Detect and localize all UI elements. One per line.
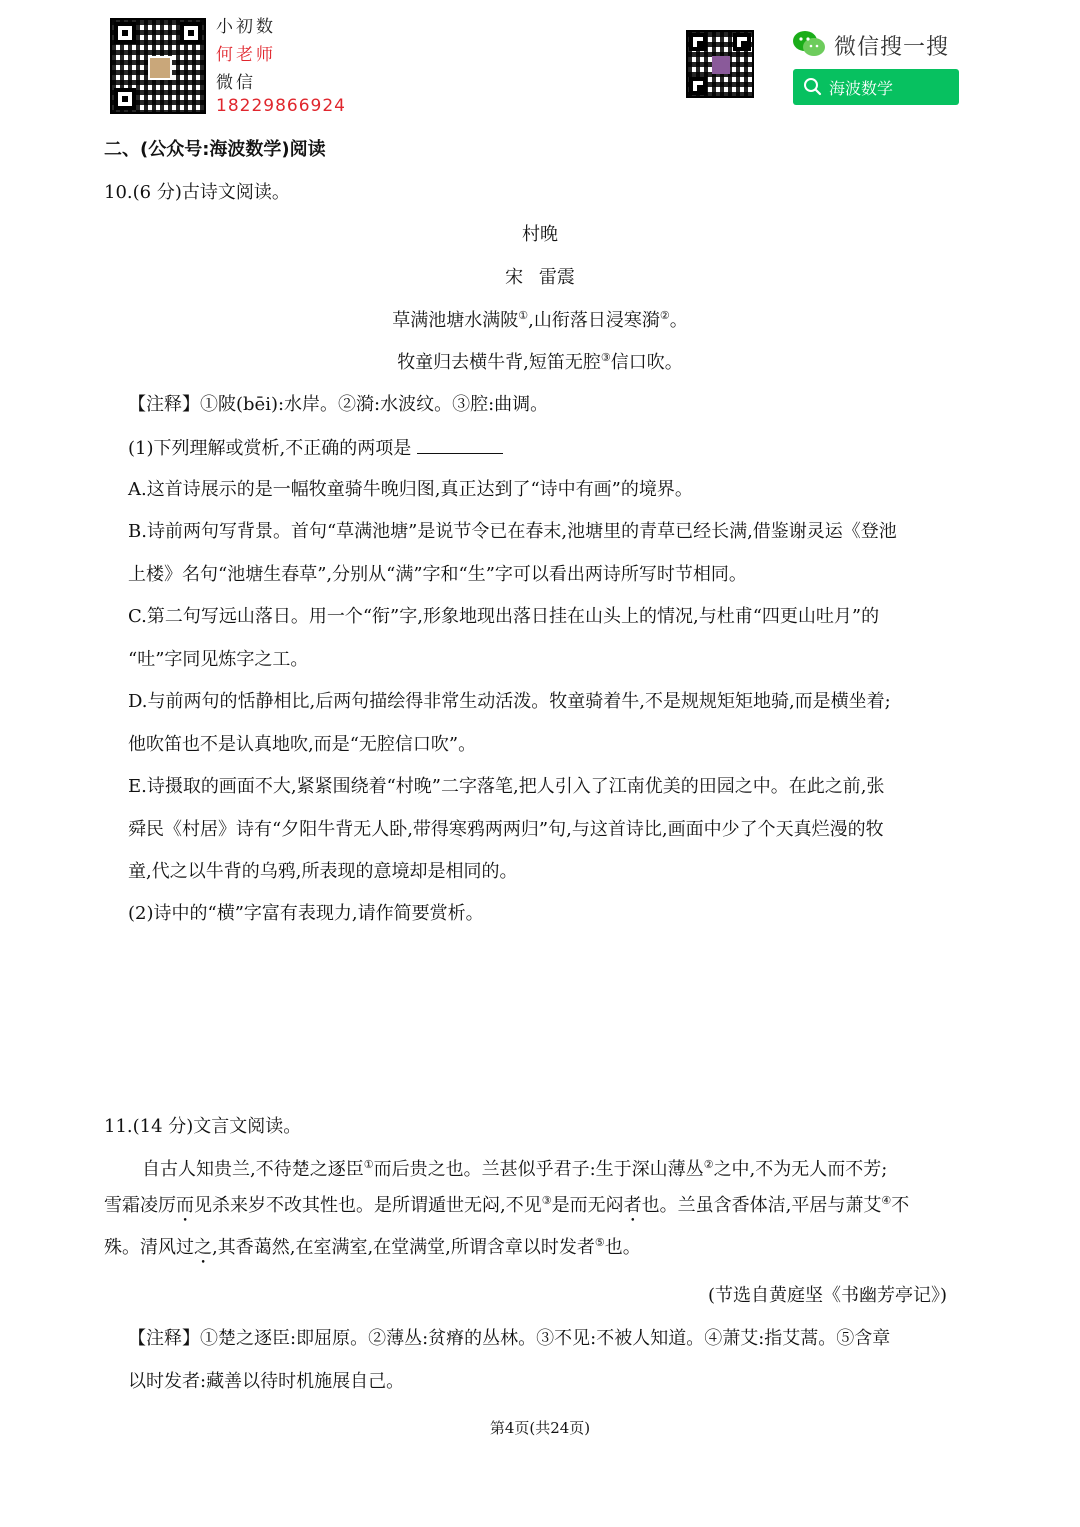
option-a: A.这首诗展示的是一幅牧童骑牛晚归图,真正达到了“诗中有画”的境界。 [128,479,693,500]
avatar [148,56,172,80]
wechat-qr-code-left [110,18,206,114]
contact-line1: 小初数 [216,17,276,37]
search-button-label: 海波数学 [829,79,894,98]
contact-line2: 何老师 [216,45,276,65]
contact-line3: 微信 [216,73,256,93]
poem-note: 【注释】①陂(bēi):水岸。②漪:水波纹。③腔:曲调。 [128,394,549,415]
option-e-line2: 舜民《村居》诗有“夕阳牛背无人卧,带得寒鸦两两归”句,与这首诗比,画面中少了个天真烂漫的牧 [128,819,884,840]
poem-title: 村晚 [522,224,558,245]
wechat-qr-code-right [686,30,754,98]
passage-note-line2: 以时发者:藏善以待时机施展自己。 [128,1371,405,1392]
poem-line-1: 草满池塘水满陂①,山衔落日浸寒漪②。 [392,309,688,331]
wechat-search-label: 微信搜一搜 [834,35,950,60]
sub-question-1: (1)下列理解或赏析,不正确的两项是 [128,435,503,461]
sub-question-2: (2)诗中的“横”字富有表现力,请作简要赏析。 [128,903,484,924]
page-number: 第4页(共24页) [489,1419,591,1437]
option-e-line1: E.诗摄取的画面不大,紧紧围绕着“村晚”二字落笔,把人引入了江南优美的田园之中。在此之前,张 [128,776,885,797]
option-d-line1: D.与前两句的恬静相比,后两句描绘得非常生动活泼。牧童骑着牛,不是规规矩矩地骑,而是横坐着; [128,691,891,712]
option-d-line2: 他吹笛也不是认真地吹,而是“无腔信口吹”。 [128,734,477,755]
answer-blank[interactable] [417,435,503,454]
search-icon [803,77,823,101]
q10-heading: 10.(6 分)古诗文阅读。 [104,182,290,203]
poem-line-2: 牧童归去横牛背,短笛无腔③信口吹。 [397,351,683,373]
option-b-line2: 上楼》名句“池塘生春草”,分别从“满”字和“生”字可以看出两诗所写时节相同。 [128,564,747,585]
section-title: 二、(公众号:海波数学)阅读 [104,139,326,160]
q11-heading: 11.(14 分)文言文阅读。 [104,1116,302,1137]
passage-line-1: 自古人知贵兰,不待楚之逐臣①而后贵之也。兰甚似乎君子:生于深山薄丛②之中,不为无人而不芳; [142,1158,888,1180]
option-b-line1: B.诗前两句写背景。首句“草满池塘”是说节令已在春末,池塘里的青草已经长满,借鉴谢灵运《登池 [128,521,897,542]
option-c-line1: C.第二句写远山落日。用一个“衔”字,形象地现出落日挂在山头上的情况,与杜甫“四更山吐月”的 [128,606,880,627]
option-e-line3: 童,代之以牛背的乌鸦,所表现的意境却是相同的。 [128,861,518,882]
search-button[interactable] [793,69,959,105]
contact-phone: 18229866924 [216,96,346,116]
wechat-logo-icon [792,30,826,58]
option-c-line2: “吐”字同见炼字之工。 [128,649,309,670]
passage-line-2: 雪霜凌厉而见杀来岁不改其性也。是所谓遁世无闷,不见③是而无闷者也。兰虽含香体洁,平居与萧艾④不 [104,1194,910,1216]
passage-source: (节选自黄庭坚《书幽芳亭记》) [708,1285,948,1306]
passage-line-3: 殊。清风过之,其香蔼然,在室满室,在堂满堂,所谓含章以时发者⑤也。 [104,1236,641,1258]
passage-note-line1: 【注释】①楚之逐臣:即屈原。②薄丛:贫瘠的丛林。③不见:不被人知道。④萧艾:指艾蒿。⑤含章 [128,1328,891,1349]
poem-author: 宋 雷震 [505,267,575,288]
